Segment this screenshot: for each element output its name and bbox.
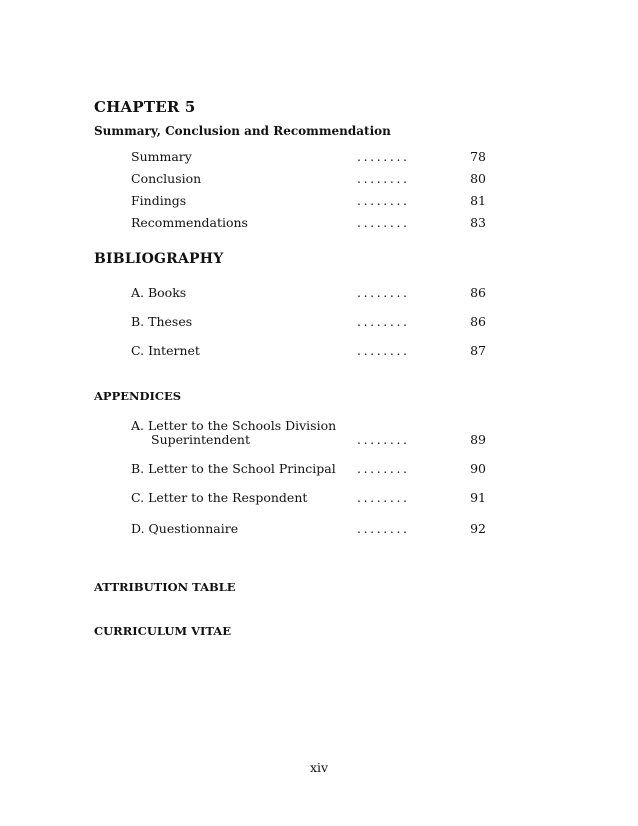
toc-dots: ........ <box>357 171 410 186</box>
toc-entry-books: A. Books <box>131 285 187 300</box>
curriculum-vitae-heading: CURRICULUM VITAE <box>94 624 231 638</box>
toc-page-number: 90 <box>470 461 486 476</box>
toc-entry-letter-principal: B. Letter to the School Principal <box>131 461 336 476</box>
toc-dots: ........ <box>357 314 410 329</box>
toc-dots: ........ <box>357 432 410 447</box>
toc-page-number: 92 <box>470 521 486 536</box>
toc-page-number: 86 <box>470 314 486 329</box>
toc-entry-findings: Findings <box>131 193 187 208</box>
chapter-5-heading: CHAPTER 5 <box>94 98 196 116</box>
toc-entry-letter-division-line1: A. Letter to the Schools Division <box>131 418 337 433</box>
toc-dots: ........ <box>357 193 410 208</box>
page-number-footer: xiv <box>309 760 329 775</box>
toc-dots: ........ <box>357 490 410 505</box>
toc-dots: ........ <box>357 461 410 476</box>
toc-dots: ........ <box>357 521 410 536</box>
toc-page-number: 81 <box>470 193 486 208</box>
toc-dots: ........ <box>357 343 410 358</box>
toc-dots: ........ <box>357 215 410 230</box>
toc-dots: ........ <box>357 149 410 164</box>
toc-entry-questionnaire: D. Questionnaire <box>131 521 239 536</box>
attribution-table-heading: ATTRIBUTION TABLE <box>94 580 236 594</box>
toc-entry-letter-respondent: C. Letter to the Respondent <box>131 490 308 505</box>
chapter-5-subheading: Summary, Conclusion and Recommendation <box>94 124 391 138</box>
toc-entry-conclusion: Conclusion <box>131 171 202 186</box>
appendices-heading: APPENDICES <box>94 389 182 403</box>
toc-dots: ........ <box>357 285 410 300</box>
bibliography-heading: BIBLIOGRAPHY <box>94 251 224 267</box>
toc-page-number: 89 <box>470 432 486 447</box>
toc-page-number: 83 <box>470 215 486 230</box>
toc-page-number: 86 <box>470 285 486 300</box>
toc-entry-letter-division-line2: Superintendent <box>151 432 250 447</box>
toc-entry-summary: Summary <box>131 149 192 164</box>
toc-page-number: 87 <box>470 343 486 358</box>
toc-page-number: 91 <box>470 490 486 505</box>
toc-entry-theses: B. Theses <box>131 314 193 329</box>
toc-page-number: 80 <box>470 171 486 186</box>
toc-page-number: 78 <box>470 149 486 164</box>
toc-entry-recommendations: Recommendations <box>131 215 248 230</box>
toc-entry-internet: C. Internet <box>131 343 200 358</box>
